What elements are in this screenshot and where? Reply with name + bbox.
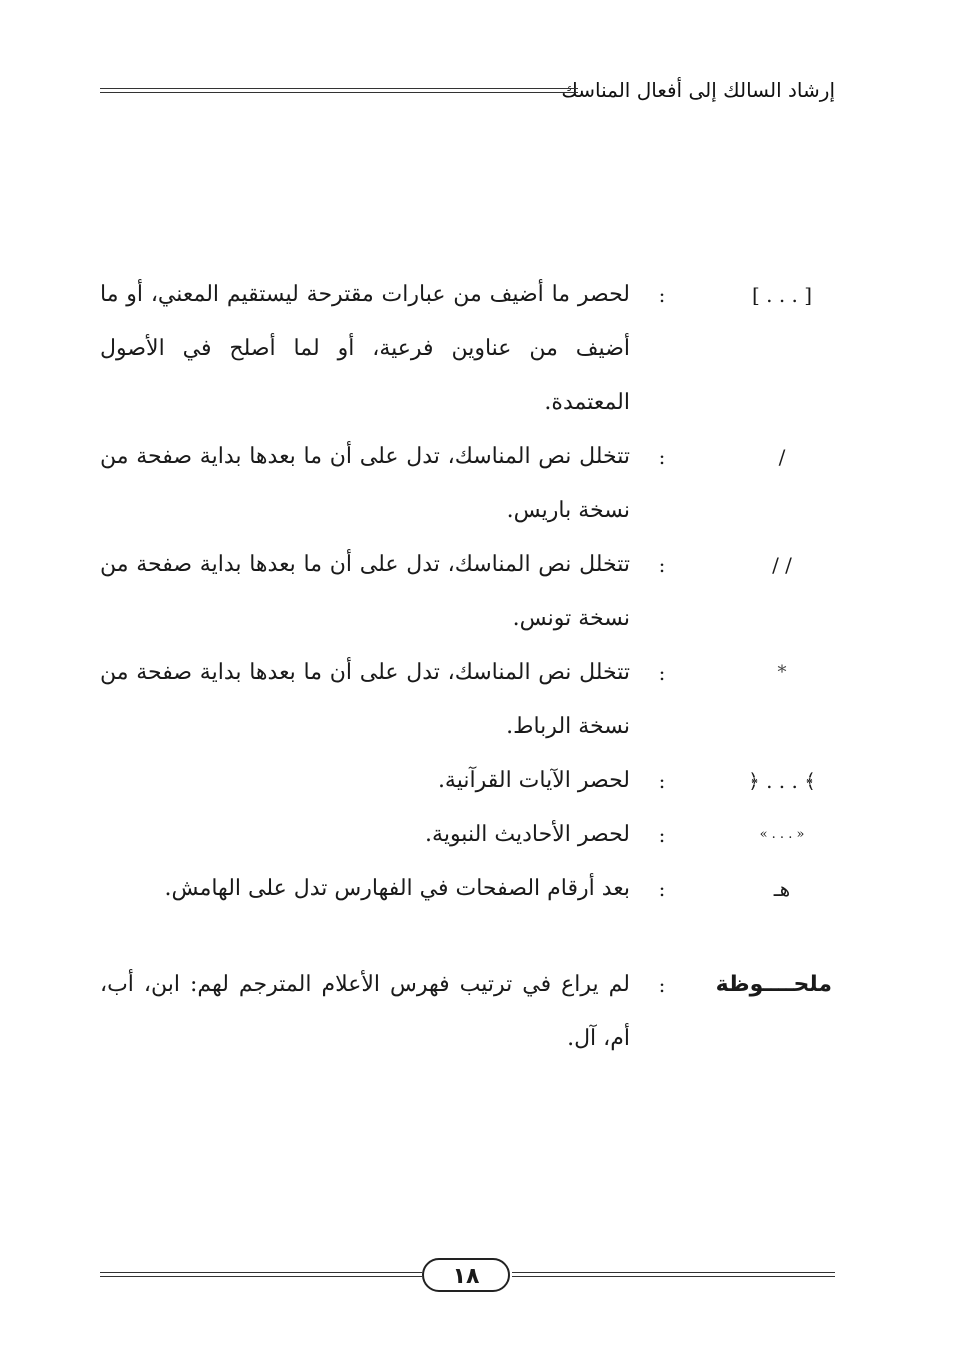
colon: : [658,553,666,577]
header-title: إرشاد السالك إلى أفعال المناسك [561,78,835,102]
colon: : [658,769,666,793]
colon: : [658,445,666,469]
legend-item-asterisk [100,646,832,754]
footer-rule [512,1276,835,1277]
symbol-ha: هـ [773,877,791,901]
symbol-guillemets: « . . . » [759,827,805,842]
colon: : [658,973,666,997]
note-label: ملحــــوظة [715,972,832,997]
symbol-double-slash: / / [772,553,792,577]
symbol-ornate-brackets: ﴿ . . . ﴾ [748,769,816,793]
legend-item-slash [100,430,832,538]
legend-text: تتخلل نص المناسك، تدل على أن ما بعدها بداية صفحة من نسخة باريس. [100,444,630,523]
legend-text: لحصر الأحاديث النبوية. [425,822,630,847]
page-footer [100,1258,835,1298]
colon: : [658,823,666,847]
note [100,958,832,1066]
legend-text: لحصر ما أضيف من عبارات مقترحة ليستقيم المعني، أو ما أضيف من عناوين فرعية، أو لما أصلح في الأصول المعتمدة. [100,282,630,415]
footer-rule [100,1276,422,1277]
legend-text: تتخلل نص المناسك، تدل على أن ما بعدها بداية صفحة من نسخة الرباط. [100,660,630,739]
colon: : [658,661,666,685]
symbol-slash: / [778,445,786,469]
header-rule [100,88,578,89]
legend-text: تتخلل نص المناسك، تدل على أن ما بعدها بداية صفحة من نسخة تونس. [100,552,630,631]
header-rule [100,92,578,93]
legend-item-double-slash [100,538,832,646]
page-number: ١٨ [422,1258,510,1292]
legend-text: بعد أرقام الصفحات في الفهارس تدل على الهامش. [164,876,630,901]
symbol-asterisk: * [777,662,787,683]
legend-item-ha [100,862,832,916]
legend-list [100,268,832,1066]
legend-item-quran-brackets [100,754,832,808]
note-text: لم يراع في ترتيب فهرس الأعلام المترجم لهم: ابن، أب، أم، آل. [100,972,630,1051]
spacer [100,916,832,958]
running-header [100,78,835,108]
legend-item-guillemets [100,808,832,862]
footer-rule [512,1272,835,1273]
symbol-square-brackets: [ . . . ] [751,283,813,307]
footer-rule [100,1272,422,1273]
colon: : [658,877,666,901]
legend-text: لحصر الآيات القرآنية. [437,768,630,793]
legend-item-brackets [100,268,832,430]
colon: : [658,283,666,307]
